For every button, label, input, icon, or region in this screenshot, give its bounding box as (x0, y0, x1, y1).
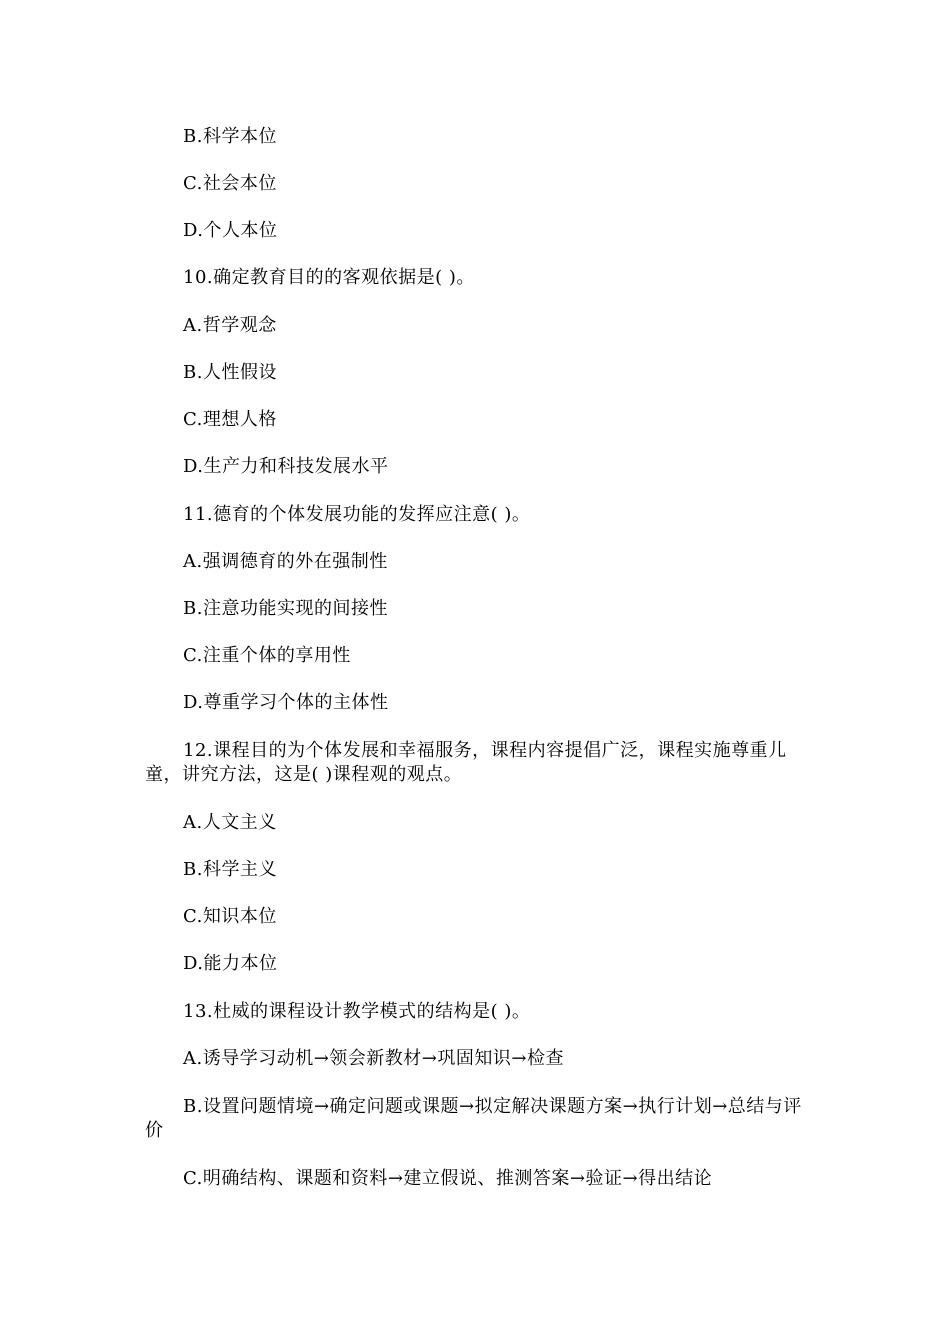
option-9c: C.社会本位 (183, 173, 277, 194)
option-10b: B.人性假设 (183, 362, 277, 383)
option-12b: B.科学主义 (183, 859, 277, 880)
option-9b: B.科学本位 (183, 126, 277, 147)
option-12a: A.人文主义 (183, 812, 277, 833)
question-10: 10.确定教育目的的客观依据是( )。 (183, 267, 475, 288)
option-10a: A.哲学观念 (183, 315, 277, 336)
question-12: 12.课程目的为个体发展和幸福服务，课程内容提倡广泛，课程实施尊重儿童，讲究方法，这是( )课程观的观点。 (145, 740, 787, 785)
option-10c: C.理想人格 (183, 409, 277, 430)
option-11d: D.尊重学习个体的主体性 (183, 692, 389, 713)
option-12c: C.知识本位 (183, 906, 277, 927)
option-10d: D.生产力和科技发展水平 (183, 456, 389, 477)
option-11b: B.注意功能实现的间接性 (183, 598, 388, 619)
option-11c: C.注重个体的享用性 (183, 645, 351, 666)
option-12d: D.能力本位 (183, 953, 278, 974)
option-13b: B.设置问题情境→确定问题或课题→拟定解决课题方案→执行计划→总结与评价 (145, 1096, 802, 1141)
option-9d: D.个人本位 (183, 220, 278, 241)
option-13c: C.明确结构、课题和资料→建立假说、推测答案→验证→得出结论 (183, 1168, 713, 1189)
option-11a: A.强调德育的外在强制性 (183, 551, 388, 572)
option-13a: A.诱导学习动机→领会新教材→巩固知识→检查 (183, 1048, 564, 1069)
question-11: 11.德育的个体发展功能的发挥应注意( )。 (183, 504, 531, 525)
question-13: 13.杜威的课程设计教学模式的结构是( )。 (183, 1001, 531, 1022)
